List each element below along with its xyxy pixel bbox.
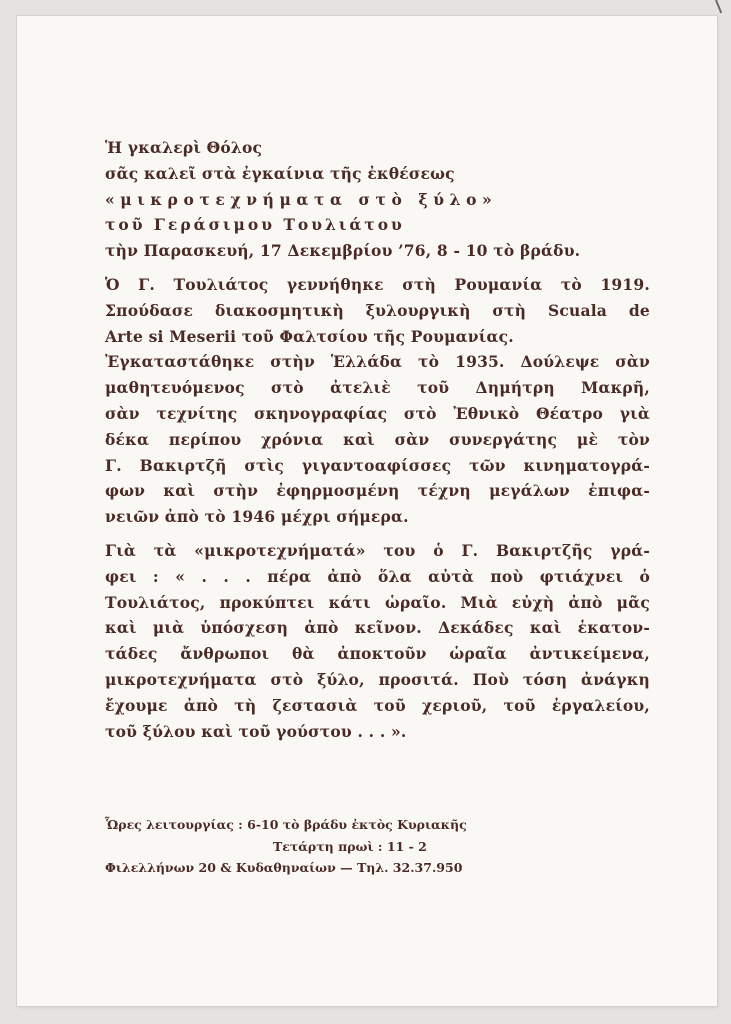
exhibition-title: «μικροτεχνήματα στὸ ξύλο» [105,189,498,209]
bio-line: Σπούδασε διακοσμητικὴ ξυλουργικὴ στὴ Scuala de [105,300,650,320]
bio-line: φων καὶ στὴν ἐφηρμοσμένη τέχνη μεγάλων ἐπιφα- [105,481,650,501]
quote-line: μικροτεχνήματα στὸ ξύλο, προσιτά. Ποὺ τόση ἀνάγκη [105,669,650,689]
gallery-info [105,814,545,879]
bio-line: δέκα περίπου χρόνια καὶ σὰν συνεργάτης μὲ τὸν [105,429,650,449]
scan-mark [715,0,722,13]
quote-line: Τουλιάτος, προκύπτει κάτι ὡραῖο. Μιὰ εὐχὴ ἀπὸ μᾶς [105,592,650,612]
bio-line: Γ. Βακιρτζῆ στὶς γιγαντοαφίσσες τῶν κινηματογρά- [105,455,650,475]
invitation-card [17,16,717,1006]
opening-hours: Ὧρες λειτουργίας : 6-10 τὸ βράδυ ἐκτὸς Κυριακῆς [105,817,467,832]
opening-date: τὴν Παρασκευή, 17 Δεκεμβρίου ’76, 8 - 10 τὸ βράδυ. [105,241,581,261]
quote-line: καὶ μιὰ ὑπόσχεση ἀπὸ κεῖνον. Δεκάδες καὶ ἑκατον- [105,618,650,638]
invitation-block [105,135,650,264]
quote-line: τάδες ἄνθρωποι θὰ ἀποκτοῦν ὡραῖα ἀντικείμενα, [105,644,650,664]
bio-line: Arte si Meserii τοῦ Φαλτσίου τῆς Ρουμανίας. [105,326,514,346]
biography-paragraph [105,272,650,530]
invitation-text: σᾶς καλεῖ στὰ ἐγκαίνια τῆς ἐκθέσεως [105,163,455,183]
card-body [105,135,650,744]
bio-line: Ἐγκαταστάθηκε στὴν Ἑλλάδα τὸ 1935. Δούλεψε σὰν [105,352,650,372]
quote-line: φει : « . . . πέρα ἀπὸ ὅλα αὐτὰ ποὺ φτιάχνει ὁ [105,566,650,586]
bio-line: σὰν τεχνίτης σκηνογραφίας στὸ Ἐθνικὸ Θέατρο γιὰ [105,403,650,423]
artist-name: τοῦ Γεράσιμου Τουλιάτου [105,215,405,235]
bio-line: Ὁ Γ. Τουλιάτος γεννήθηκε στὴ Ρουμανία τὸ 1919. [105,274,650,294]
gallery-name: Ἡ γκαλερὶ Θόλος [105,138,263,157]
bio-line: νειῶν ἀπὸ τὸ 1946 μέχρι σήμερα. [105,507,409,527]
quote-line: Γιὰ τὰ «μικροτεχνήματά» του ὁ Γ. Βακιρτζῆς γρά- [105,540,650,560]
quote-line: τοῦ ξύλου καὶ τοῦ γούστου . . . ». [105,721,407,741]
quote-line: ἔχουμε ἀπὸ τὴ ζεστασιὰ τοῦ χεριοῦ, τοῦ ἐργαλείου, [105,695,650,715]
address-phone: Φιλελλήνων 20 & Κυδαθηναίων — Τηλ. 32.37.950 [105,860,463,875]
quote-paragraph [105,538,650,744]
bio-line: μαθητευόμενος στὸ ἀτελιὲ τοῦ Δημήτρη Μακρῆ, [105,378,650,398]
wednesday-hours: Τετάρτη πρωὶ : 11 - 2 [273,838,427,854]
